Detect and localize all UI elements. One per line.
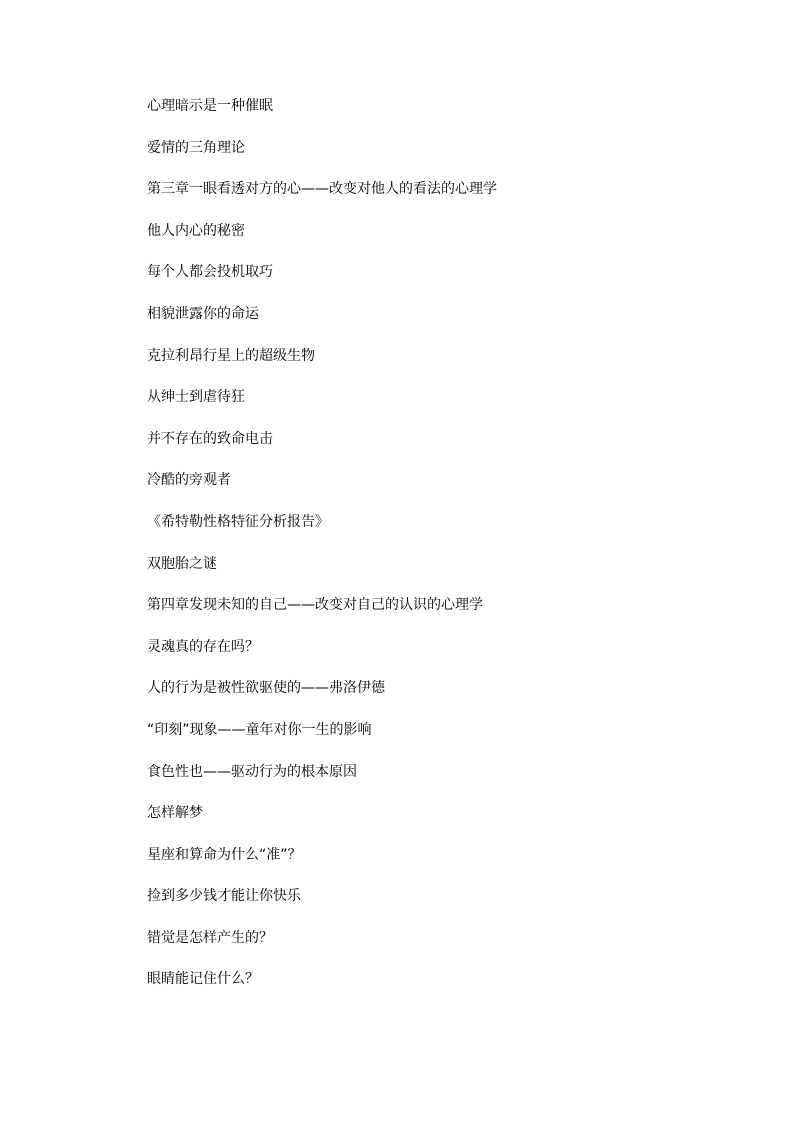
contents-entry: 每个人都会投机取巧 (147, 264, 273, 281)
contents-entry: 怎样解梦 (147, 805, 203, 822)
contents-entry: 《希特勒性格特征分析报告》 (147, 513, 329, 530)
contents-entry: 克拉利昂行星上的超级生物 (147, 347, 315, 364)
contents-entry: 星座和算命为什么“准”？ (147, 846, 302, 863)
contents-entry: 双胞胎之谜 (147, 555, 217, 572)
contents-entry: 心理暗示是一种催眠 (147, 98, 273, 114)
contents-entry: 眼睛能记住什么？ (147, 971, 259, 988)
contents-entry: 从绅士到虐待狂 (147, 389, 245, 406)
contents-entry: 灵魂真的存在吗？ (147, 638, 259, 655)
contents-entry: 并不存在的致命电击 (147, 430, 273, 447)
contents-entry: “印刻”现象——童年对你一生的影响 (147, 721, 372, 738)
contents-entry: 捡到多少钱才能让你快乐 (147, 888, 301, 905)
contents-entry: 相貌泄露你的命运 (147, 305, 259, 322)
contents-entry: 人的行为是被性欲驱使的——弗洛伊德 (147, 680, 385, 697)
contents-list (147, 96, 497, 1011)
contents-entry: 爱情的三角理论 (147, 139, 245, 156)
contents-entry: 错觉是怎样产生的？ (147, 929, 273, 946)
contents-entry: 食色性也——驱动行为的根本原因 (147, 763, 357, 780)
chapter-heading: 第三章一眼看透对方的心——改变对他人的看法的心理学 (147, 181, 497, 198)
chapter-heading: 第四章发现未知的自己——改变对自己的认识的心理学 (147, 597, 483, 614)
contents-entry: 冷酷的旁观者 (147, 472, 231, 489)
contents-entry: 他人内心的秘密 (147, 222, 245, 239)
